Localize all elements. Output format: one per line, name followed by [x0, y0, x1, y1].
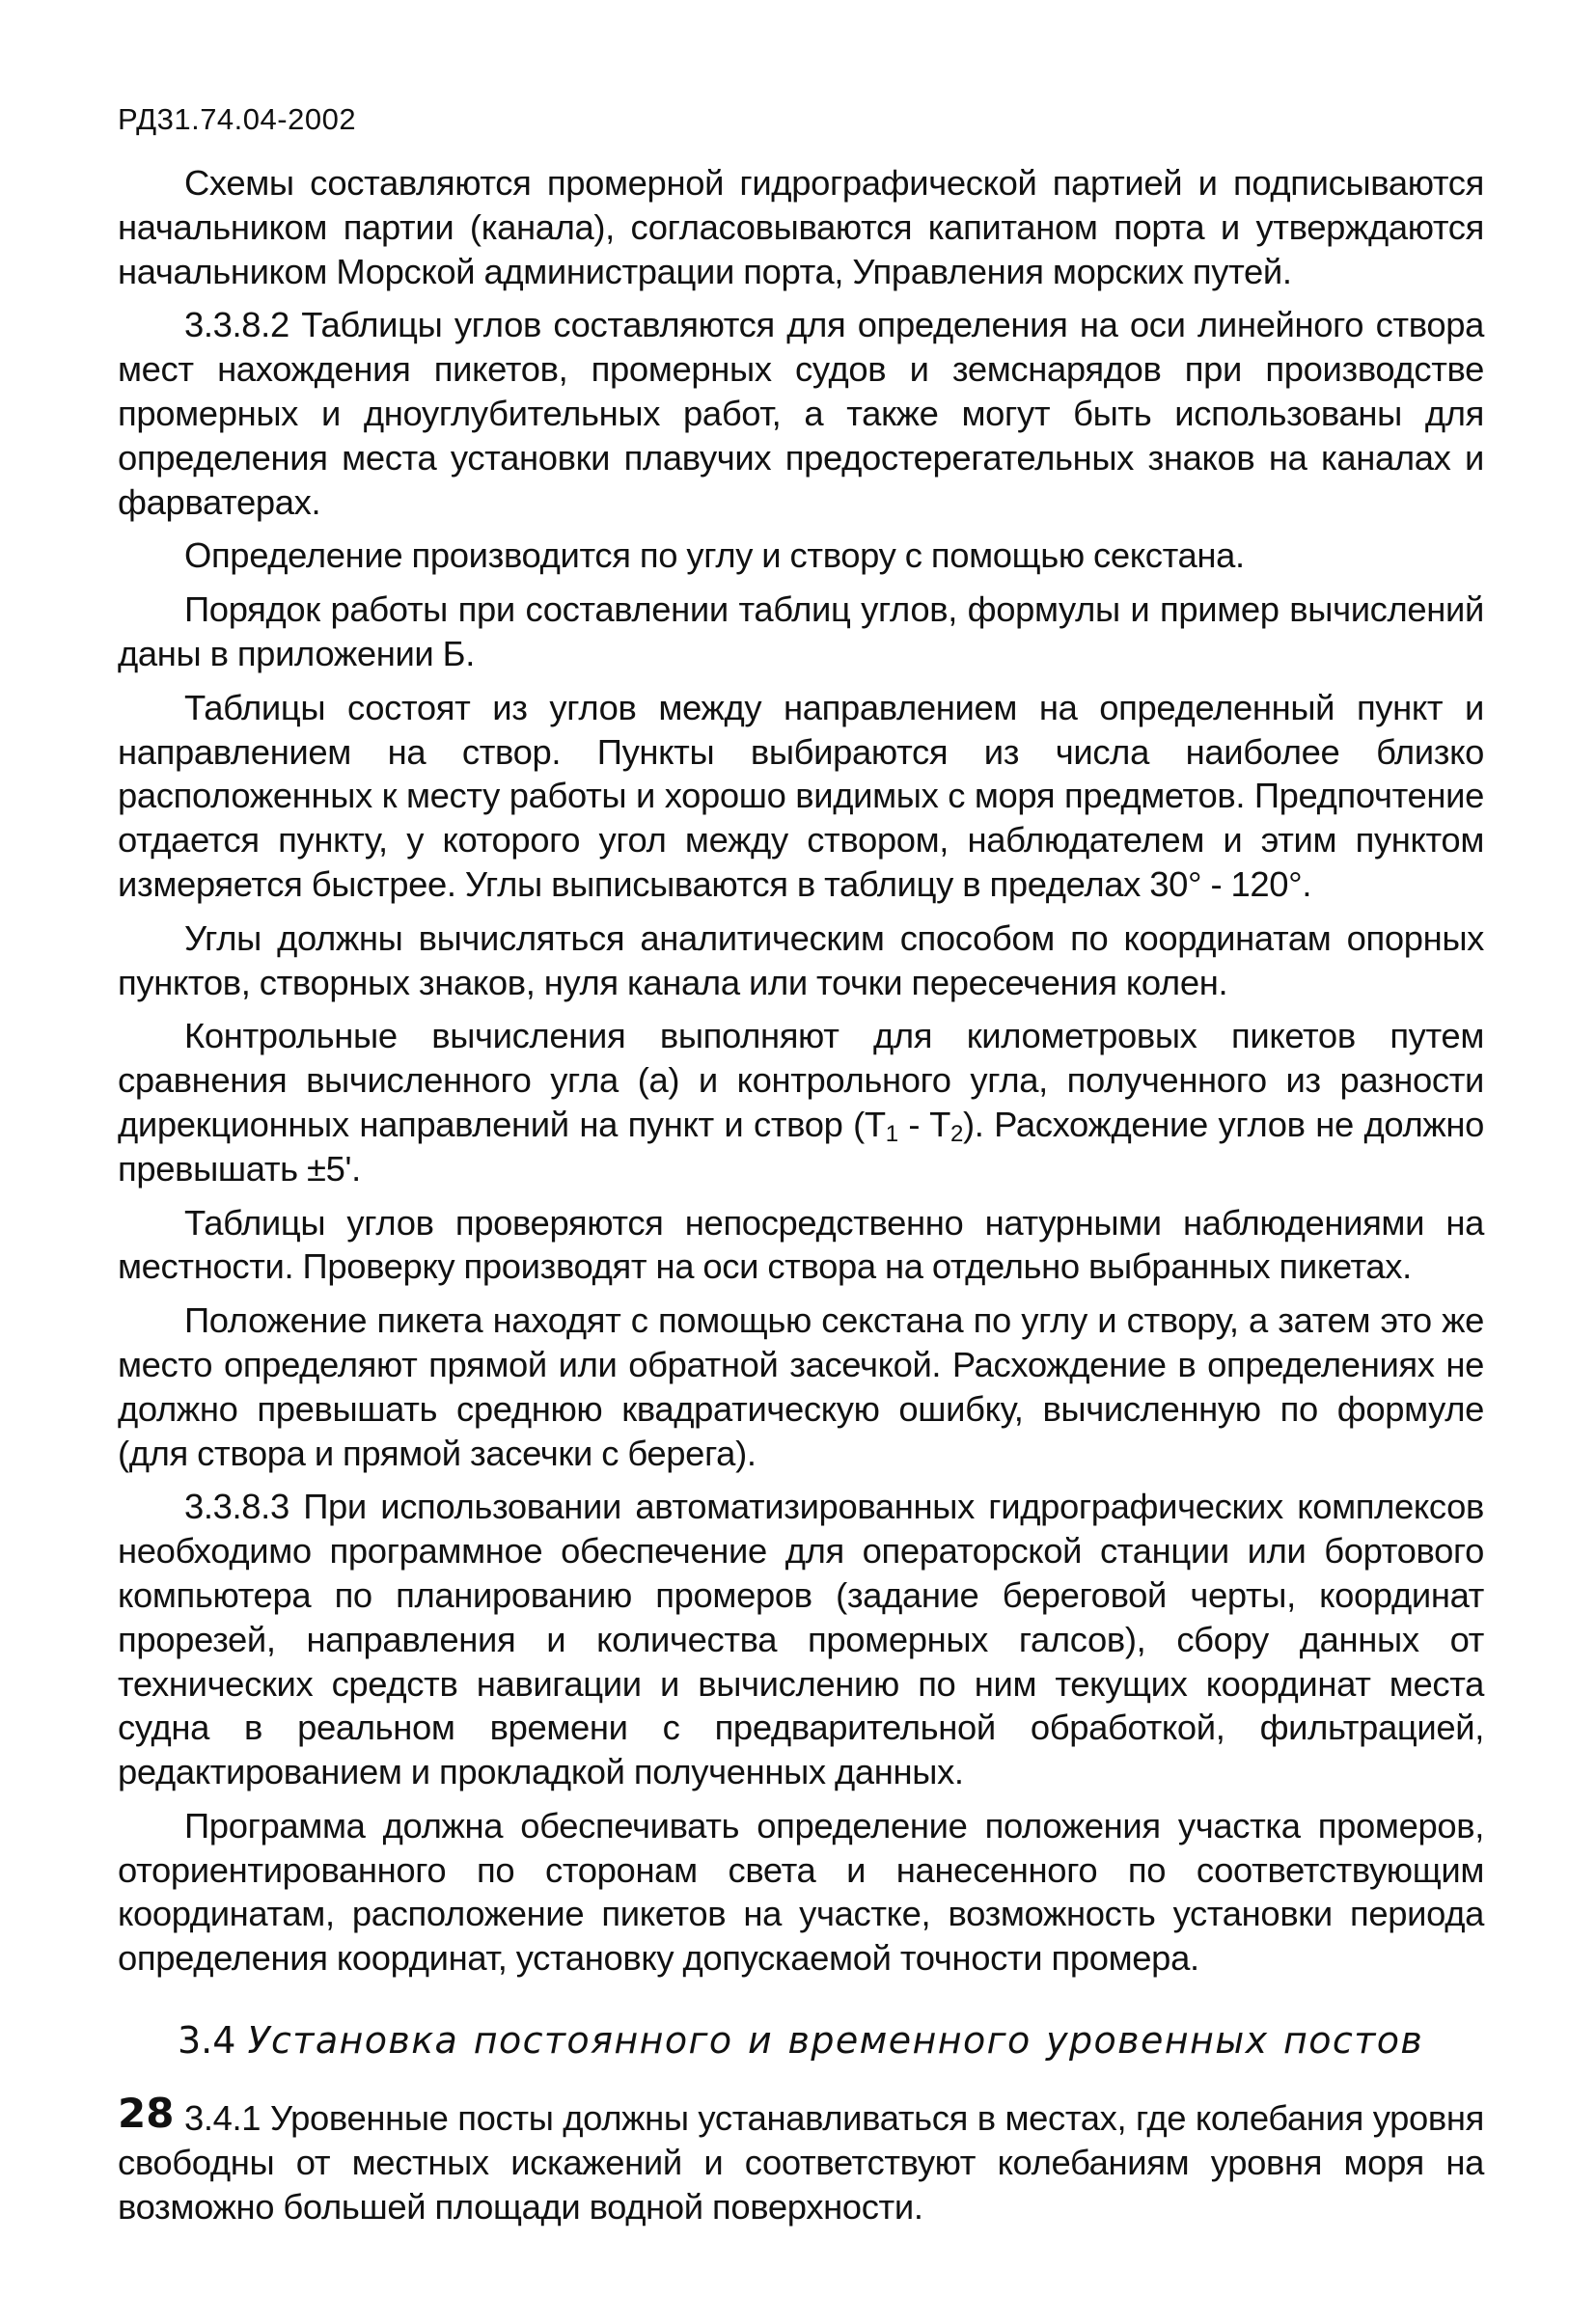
paragraph-definition: Определение производится по углу и створу с помощью секстана.	[184, 535, 1245, 576]
body-text	[118, 161, 1484, 1981]
section-number: 3.4	[178, 2019, 236, 2063]
paragraph-tables-composition: Таблицы состоят из углов между направлением на определенный пункт и направлением на створ. Пункты выбираются из числа наиболее близко расположенных к месту работы и хорошо видимых с моря предметов. Предпочтение отдается пункту, у которого угол между створом, наблюдателем и этим пунктом измеряется быстрее. Углы выписываются в таблицу в пределах 30° - 120°.	[118, 687, 1484, 904]
subscript-1: 1	[885, 1120, 898, 1147]
paragraph-3-3-8-3: 3.3.8.3 При использовании автоматизированных гидрографических комплексов необходимо программное обеспечение для операторской станции или бортового компьютера по планированию промеров (задание береговой черты, координат прорезей, направления и количества промерных галсов), сбору данных от технических средств навигации и вычислению по ним текущих координат места судна в реальном времени с предварительной обработкой, фильтрацией, редактированием и прокладкой полученных данных.	[118, 1487, 1484, 1792]
section-heading	[178, 2017, 1484, 2064]
paragraph-tables-check: Таблицы углов проверяются непосредственно натурными наблюдениями на местности. Проверку производят на оси створа на отдельно выбранных пикетах.	[118, 1202, 1484, 1287]
page-number: 28	[118, 2090, 175, 2137]
control-text-after: ). Расхождение углов не должно превышать ±5'.	[118, 1104, 1484, 1189]
section-body-text	[118, 2096, 1484, 2228]
section-title: Установка постоянного и временного уровенных постов	[247, 2019, 1424, 2063]
paragraph-control-calculations	[118, 1014, 1484, 1190]
paragraph-procedure: Порядок работы при составлении таблиц углов, формулы и пример вычислений даны в приложении Б.	[118, 589, 1484, 673]
paragraph-angles-calculation: Углы должны вычисляться аналитическим способом по координатам опорных пунктов, створных знаков, нуля канала или точки пересечения колен.	[118, 917, 1484, 1002]
control-text-middle: - T	[897, 1104, 951, 1144]
control-text-before: Контрольные вычисления выполняют для километровых пикетов путем сравнения вычисленного угла (а) и контрольного угла, полученного из разности дирекционных направлений на пункт и створ (T	[118, 1016, 1484, 1144]
document-code: РД31.74.04-2002	[118, 102, 357, 136]
paragraph-program: Программа должна обеспечивать определение положения участка промеров, оториентированного по сторонам света и нанесенного по соответствующим координатам, расположение пикетов на участке, возможность установки периода определения координат, установку допускаемой точности промера.	[118, 1805, 1484, 1979]
paragraph-3-3-8-2: 3.3.8.2 Таблицы углов составляются для определения на оси линейного створа мест нахождения пикетов, промерных судов и земснарядов при производстве промерных и дноуглубительных работ, а также могут быть использованы для определения места установки плавучих предостерегательных знаков на каналах и фарватерах.	[118, 305, 1484, 522]
subscript-2: 2	[950, 1120, 964, 1147]
paragraph-3-4-1: 3.4.1 Уровенные посты должны устанавливаться в местах, где колебания уровня свободны от местных искажений и соответствуют колебаниям уровня моря на возможно большей площади водной поверхности.	[118, 2098, 1484, 2227]
paragraph-picket-position: Положение пикета находят с помощью секстана по углу и створу, а затем это же место определяют прямой или обратной засечкой. Расхождение в определениях не должно превышать среднюю квадратическую ошибку, вычисленную по формуле (для створа и прямой засечки с берега).	[118, 1300, 1484, 1473]
paragraph-schemes: Схемы составляются промерной гидрографической партией и подписываются начальником партии (канала), согласовываются капитаном порта и утверждаются начальником Морской администрации порта, Управления морских путей.	[118, 163, 1484, 291]
